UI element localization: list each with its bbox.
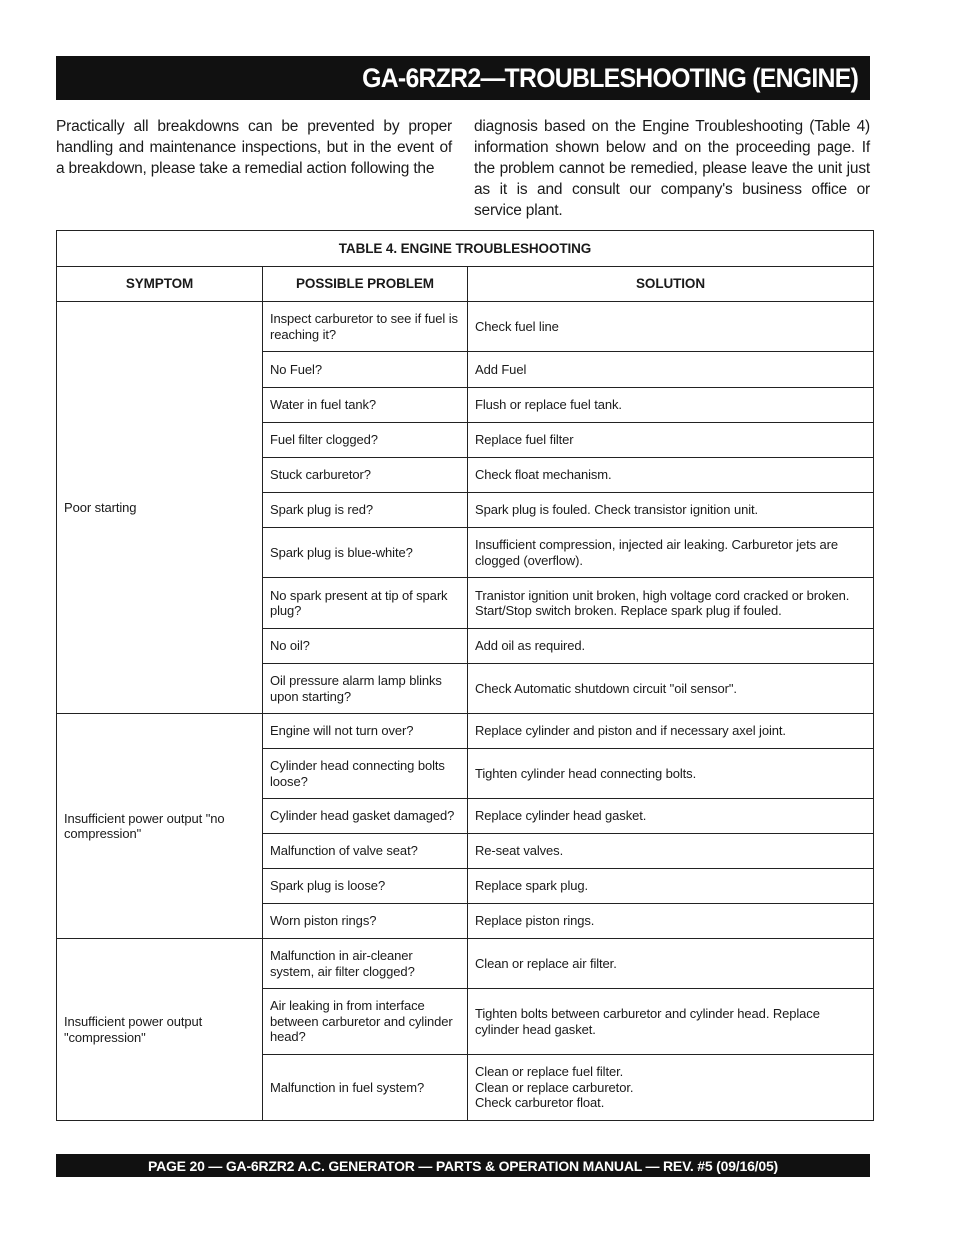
solution-cell: Check fuel line <box>468 302 874 352</box>
symptom-cell: Insufficient power output "compression" <box>57 939 263 1121</box>
intro-text-left: Practically all breakdowns can be prevented by proper handling and maintenance inspections, but in the event of a breakdown, please take a remedial action following the <box>56 118 452 177</box>
solution-cell: Replace fuel filter <box>468 423 874 458</box>
problem-cell: Air leaking in from interface between carburetor and cylinder head? <box>263 989 468 1055</box>
solution-cell: Tighten cylinder head connecting bolts. <box>468 749 874 799</box>
solution-cell: Replace cylinder head gasket. <box>468 799 874 834</box>
footer-text: PAGE 20 — GA-6RZR2 A.C. GENERATOR — PARTS & OPERATION MANUAL — REV. #5 (09/16/05) <box>147 1157 778 1174</box>
solution-cell: Replace cylinder and piston and if necessary axel joint. <box>468 714 874 749</box>
symptom-cell: Poor starting <box>57 302 263 714</box>
problem-cell: Malfunction of valve seat? <box>263 834 468 869</box>
solution-cell: Replace piston rings. <box>468 904 874 939</box>
column-header-problem: POSSIBLE PROBLEM <box>263 267 468 302</box>
table-caption: TABLE 4. ENGINE TROUBLESHOOTING <box>57 231 874 267</box>
problem-cell: Inspect carburetor to see if fuel is reaching it? <box>263 302 468 352</box>
problem-cell: No spark present at tip of spark plug? <box>263 578 468 629</box>
symptom-cell: Insufficient power output "no compression" <box>57 714 263 939</box>
problem-cell: Spark plug is red? <box>263 493 468 528</box>
solution-cell: Spark plug is fouled. Check transistor ignition unit. <box>468 493 874 528</box>
problem-cell: Malfunction in air-cleaner system, air filter clogged? <box>263 939 468 989</box>
problem-cell: Worn piston rings? <box>263 904 468 939</box>
problem-cell: Spark plug is loose? <box>263 869 468 904</box>
solution-cell: Insufficient compression, injected air leaking. Carburetor jets are clogged (overflow). <box>468 528 874 578</box>
solution-cell: Add oil as required. <box>468 629 874 664</box>
intro-text-right: diagnosis based on the Engine Troubleshooting (Table 4) information shown below and on the proceeding page. If the problem cannot be remedied, please leave the unit just as it is and consult our company's business office or service plant. <box>474 118 870 219</box>
page-title-bar <box>56 56 870 100</box>
problem-cell: Fuel filter clogged? <box>263 423 468 458</box>
problem-cell: No oil? <box>263 629 468 664</box>
problem-cell: No Fuel? <box>263 352 468 388</box>
solution-cell: Re-seat valves. <box>468 834 874 869</box>
solution-cell: Clean or replace fuel filter. Clean or replace carburetor. Check carburetor float. <box>468 1055 874 1121</box>
problem-cell: Cylinder head connecting bolts loose? <box>263 749 468 799</box>
problem-cell: Spark plug is blue-white? <box>263 528 468 578</box>
problem-cell: Engine will not turn over? <box>263 714 468 749</box>
column-header-solution: SOLUTION <box>468 267 874 302</box>
solution-cell: Flush or replace fuel tank. <box>468 388 874 423</box>
problem-cell: Malfunction in fuel system? <box>263 1055 468 1121</box>
problem-cell: Stuck carburetor? <box>263 458 468 493</box>
column-header-symptom: SYMPTOM <box>57 267 263 302</box>
footer-bar <box>56 1154 870 1177</box>
problem-cell: Cylinder head gasket damaged? <box>263 799 468 834</box>
engine-troubleshooting-table <box>56 230 874 1121</box>
page-title: GA-6RZR2—TROUBLESHOOTING (ENGINE) <box>362 62 858 93</box>
table-row <box>57 302 874 352</box>
solution-cell: Tranistor ignition unit broken, high voltage cord cracked or broken. Start/Stop switch broken. Replace spark plug if fouled. <box>468 578 874 629</box>
solution-cell: Add Fuel <box>468 352 874 388</box>
solution-cell: Check float mechanism. <box>468 458 874 493</box>
solution-cell: Check Automatic shutdown circuit "oil sensor". <box>468 664 874 714</box>
solution-cell: Replace spark plug. <box>468 869 874 904</box>
table-row <box>57 939 874 989</box>
problem-cell: Water in fuel tank? <box>263 388 468 423</box>
solution-cell: Clean or replace air filter. <box>468 939 874 989</box>
table-row <box>57 714 874 749</box>
solution-cell: Tighten bolts between carburetor and cylinder head. Replace cylinder head gasket. <box>468 989 874 1055</box>
problem-cell: Oil pressure alarm lamp blinks upon starting? <box>263 664 468 714</box>
